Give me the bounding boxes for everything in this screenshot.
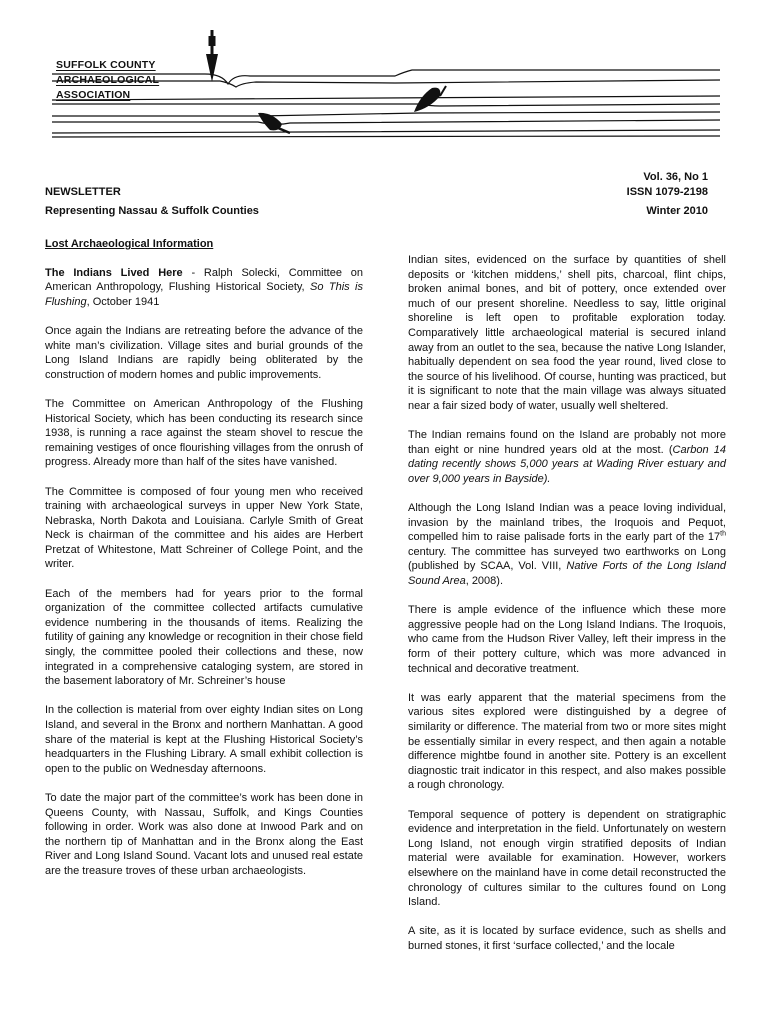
paragraph-text: , 2008).: [465, 575, 504, 588]
paragraph-text: The Indian remains found on the Island are probably not more than eight or nine hundred years old at the most. (: [408, 429, 726, 456]
logo-line-2: ARCHAEOLOGICAL: [56, 74, 160, 86]
paragraph: Temporal sequence of pottery is dependent on stratigraphic evidence and interpretation in the field. Unfortunately on western Long Island, not enough virgin stratified deposits of Indian material were available for examination. However, workers elsewhere on the mainland have in come detail reconstructed the chronology of cultures similar to the cultures found on Long Island.: [408, 808, 726, 909]
paragraph: Indian sites, evidenced on the surface by quantities of shell deposits or ‘kitchen middens,’ shell pits, charcoal, flint chips, broken animal bones, and bit of pottery, once extended over much of our present shoreline. Needless to say, little original shoreline is left open to profitable exploration today. Comparatively little archaeological material is secured inland away from an outlet to the sea, because the native Long Islander, habitually dependent on sea food the year round, lived close to the source of his livelihood. Of course, hunting was practiced, but it is significant to note that the main village was always situated near a fair sized body of water, usually well sheltered.: [408, 254, 726, 412]
paragraph-carbon-dating: [408, 428, 726, 486]
paragraph: To date the major part of the committee’s work has been done in Queens County, with Nassau, Suffolk, and Kings Counties following in order. Work was also done at Inwood Park and on the northern tip of Manhattan and in the Bronx along the East River and Long Island Sound. Vacant lots and unused real estate are the treasure troves of these urban archaeologists.: [45, 791, 363, 877]
paragraph: A site, as it is located by surface evidence, such as shells and burned stones, it first ‘surface collected,’ and the locale: [408, 925, 726, 952]
paragraph: It was early apparent that the material specimens from the various sites explored were distinguished by a degree of similarity or difference. The material from two or more sites might be essentially similar in every respect, and then again a notable difference mightbe found in another site. Pottery is an excellent diagnostic trait indicator in this respect, and also makes possible a rough chronology.: [408, 691, 726, 792]
paragraph: In the collection is material from over eighty Indian sites on Long Island, and several in the Bronx and northern Manhattan. A good share of the material is kept at the Flushing Historical Society’s headquarters in the Flushing Library. A small exhibit collection is open to the public on Wednesday afternoons.: [45, 704, 363, 775]
publication-title: So This is Flushing: [45, 281, 363, 308]
newsletter-subtitle: Representing Nassau & Suffolk Counties: [45, 205, 259, 217]
logo-line-3: ASSOCIATION: [56, 89, 131, 101]
left-column: [45, 237, 363, 893]
paragraph: There is ample evidence of the influence which these more aggressive people had on the Long Island Indians. The Iroquois, who came from the Hudson River Valley, left their impress in the form of their pottery culture, which was more advanced in technical and decorative treatment.: [408, 604, 726, 675]
publication-title: Native Forts of the Long Island Sound Area: [408, 560, 727, 588]
publication-date: , October 1941: [86, 295, 160, 308]
byline-text: - Ralph Solecki, Committee on American Anthropology, Flushing Historical Society,: [45, 266, 363, 294]
masthead: [0, 0, 770, 165]
issn-number: ISSN 1079-2198: [626, 186, 708, 198]
paragraph: Each of the members had for years prior to the formal organization of the committee collected artifacts cumulative evidence numbering in the thousands of items. Realizing the futility of gaining any knowledge or recognition in their chose field singly, the committee pooled their collections and these, now integrated in a comprehensive cataloging system, are stored in the basement laboratory of Mr. Schreiner’s house: [45, 587, 363, 688]
paragraph-forts: [408, 501, 726, 589]
article-title: The Indians Lived Here: [45, 266, 183, 279]
paragraph: Once again the Indians are retreating before the advance of the white man’s civilization. Village sites and burial grounds of the Long Island Indians are rapidly being obliterated by the construction of modern homes and public improvements.: [45, 324, 363, 381]
byline-paragraph: [45, 266, 363, 310]
carbon-dating-note: Carbon 14 dating recently shows 5,000 years at Wading River estuary and over 9,000 years in Bayside).: [408, 443, 726, 485]
newsletter-title: NEWSLETTER: [45, 186, 121, 198]
section-heading: Lost Archaeological Information: [45, 238, 214, 250]
paragraph: The Committee is composed of four young men who received training with archaeological surveys in upper New York State, Nebraska, North Dakota and Louisiana. Carlyle Smith of Great Neck is chairman of the committee and his aides are Herbert Pretzat of Whitestone, Matt Schreiner of College Point, and the writer.: [45, 485, 363, 571]
paragraph-text: Although the Long Island Indian was a peace loving individual, invasion by the mainland tribes, the Iroquois and Pequot, compelled him to raise palisade forts in the early part of the 17: [408, 502, 726, 544]
paragraph: The Committee on American Anthropology of the Flushing Historical Society, which has been conducting its research since 1938, is running a race against the steam shovel to rescue the remaining vestiges of once flourishing villages from the onrush of progress. Already more than half of the sites have vanished.: [45, 397, 363, 469]
right-column: [408, 253, 726, 968]
superscript: th: [720, 530, 726, 538]
shovel-icon: [414, 86, 446, 112]
issue-season: Winter 2010: [646, 205, 708, 217]
paragraph-text: century. The committee has surveyed two earthworks on Long (published by SCAA, Vol. VIII,: [408, 545, 726, 573]
volume-number: Vol. 36, No 1: [643, 171, 708, 183]
logo-line-1: SUFFOLK COUNTY: [56, 59, 156, 71]
